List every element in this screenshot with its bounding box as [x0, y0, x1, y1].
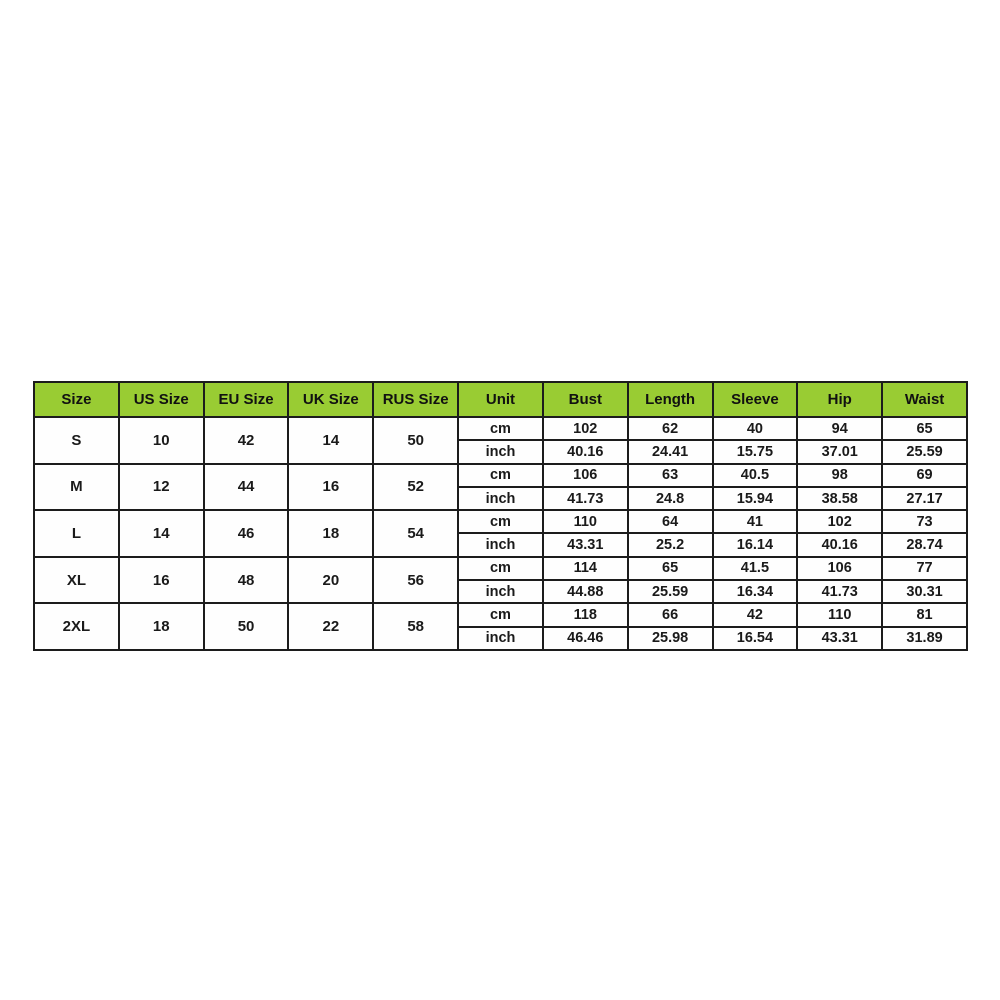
length-inch-value: 25.59	[628, 580, 713, 603]
rus-size-cell: 54	[373, 510, 458, 557]
sleeve-cm-value: 42	[713, 603, 798, 626]
length-cm-value: 65	[628, 557, 713, 580]
sleeve-cm-value: 41.5	[713, 557, 798, 580]
bust-cm-value: 102	[543, 417, 628, 440]
unit-label-cm: cm	[458, 603, 543, 626]
uk-size-cell: 16	[288, 464, 373, 511]
uk-size-cell: 18	[288, 510, 373, 557]
sleeve-inch-value: 16.54	[713, 627, 798, 650]
size-cell: 2XL	[34, 603, 119, 650]
waist-cm-value: 81	[882, 603, 967, 626]
hip-cm-value: 94	[797, 417, 882, 440]
length-cm-value: 66	[628, 603, 713, 626]
waist-inch-value: 31.89	[882, 627, 967, 650]
waist-inch-value: 25.59	[882, 440, 967, 463]
hip-inch-value: 37.01	[797, 440, 882, 463]
length-cm-value: 63	[628, 464, 713, 487]
unit-label-inch: inch	[458, 533, 543, 556]
column-header-unit: Unit	[458, 382, 543, 417]
length-inch-value: 25.98	[628, 627, 713, 650]
column-header-rus-size: RUS Size	[373, 382, 458, 417]
eu-size-cell: 42	[204, 417, 289, 464]
hip-inch-value: 43.31	[797, 627, 882, 650]
size-cell: XL	[34, 557, 119, 604]
hip-inch-value: 40.16	[797, 533, 882, 556]
unit-label-inch: inch	[458, 440, 543, 463]
sleeve-cm-value: 40	[713, 417, 798, 440]
length-cm-value: 62	[628, 417, 713, 440]
us-size-cell: 14	[119, 510, 204, 557]
column-header-length: Length	[628, 382, 713, 417]
uk-size-cell: 22	[288, 603, 373, 650]
eu-size-cell: 48	[204, 557, 289, 604]
waist-inch-value: 30.31	[882, 580, 967, 603]
column-header-eu-size: EU Size	[204, 382, 289, 417]
sleeve-inch-value: 15.94	[713, 487, 798, 510]
length-inch-value: 25.2	[628, 533, 713, 556]
size-cell: S	[34, 417, 119, 464]
hip-inch-value: 38.58	[797, 487, 882, 510]
rus-size-cell: 50	[373, 417, 458, 464]
eu-size-cell: 44	[204, 464, 289, 511]
us-size-cell: 18	[119, 603, 204, 650]
header-row	[34, 382, 967, 417]
hip-cm-value: 98	[797, 464, 882, 487]
bust-cm-value: 110	[543, 510, 628, 533]
waist-cm-value: 73	[882, 510, 967, 533]
unit-label-cm: cm	[458, 417, 543, 440]
bust-cm-value: 106	[543, 464, 628, 487]
size-chart-body	[34, 417, 967, 650]
length-inch-value: 24.41	[628, 440, 713, 463]
eu-size-cell: 50	[204, 603, 289, 650]
us-size-cell: 12	[119, 464, 204, 511]
bust-inch-value: 46.46	[543, 627, 628, 650]
unit-label-cm: cm	[458, 510, 543, 533]
sleeve-cm-value: 41	[713, 510, 798, 533]
bust-inch-value: 41.73	[543, 487, 628, 510]
size-chart-table	[33, 381, 968, 651]
unit-label-inch: inch	[458, 487, 543, 510]
bust-cm-value: 114	[543, 557, 628, 580]
rus-size-cell: 52	[373, 464, 458, 511]
column-header-size: Size	[34, 382, 119, 417]
table-row-l-cm	[34, 510, 967, 533]
rus-size-cell: 56	[373, 557, 458, 604]
size-cell: L	[34, 510, 119, 557]
us-size-cell: 16	[119, 557, 204, 604]
bust-inch-value: 43.31	[543, 533, 628, 556]
column-header-bust: Bust	[543, 382, 628, 417]
column-header-sleeve: Sleeve	[713, 382, 798, 417]
unit-label-cm: cm	[458, 557, 543, 580]
sleeve-inch-value: 16.34	[713, 580, 798, 603]
bust-cm-value: 118	[543, 603, 628, 626]
hip-cm-value: 102	[797, 510, 882, 533]
waist-cm-value: 69	[882, 464, 967, 487]
rus-size-cell: 58	[373, 603, 458, 650]
uk-size-cell: 20	[288, 557, 373, 604]
unit-label-cm: cm	[458, 464, 543, 487]
eu-size-cell: 46	[204, 510, 289, 557]
bust-inch-value: 44.88	[543, 580, 628, 603]
waist-inch-value: 27.17	[882, 487, 967, 510]
us-size-cell: 10	[119, 417, 204, 464]
hip-cm-value: 110	[797, 603, 882, 626]
size-cell: M	[34, 464, 119, 511]
hip-cm-value: 106	[797, 557, 882, 580]
table-row-m-cm	[34, 464, 967, 487]
table-row-xl-cm	[34, 557, 967, 580]
length-cm-value: 64	[628, 510, 713, 533]
column-header-us-size: US Size	[119, 382, 204, 417]
column-header-uk-size: UK Size	[288, 382, 373, 417]
unit-label-inch: inch	[458, 580, 543, 603]
column-header-hip: Hip	[797, 382, 882, 417]
table-row-2xl-cm	[34, 603, 967, 626]
unit-label-inch: inch	[458, 627, 543, 650]
waist-inch-value: 28.74	[882, 533, 967, 556]
sleeve-inch-value: 15.75	[713, 440, 798, 463]
table-row-s-cm	[34, 417, 967, 440]
size-chart-header	[34, 382, 967, 417]
waist-cm-value: 77	[882, 557, 967, 580]
uk-size-cell: 14	[288, 417, 373, 464]
sleeve-inch-value: 16.14	[713, 533, 798, 556]
bust-inch-value: 40.16	[543, 440, 628, 463]
sleeve-cm-value: 40.5	[713, 464, 798, 487]
waist-cm-value: 65	[882, 417, 967, 440]
hip-inch-value: 41.73	[797, 580, 882, 603]
column-header-waist: Waist	[882, 382, 967, 417]
length-inch-value: 24.8	[628, 487, 713, 510]
